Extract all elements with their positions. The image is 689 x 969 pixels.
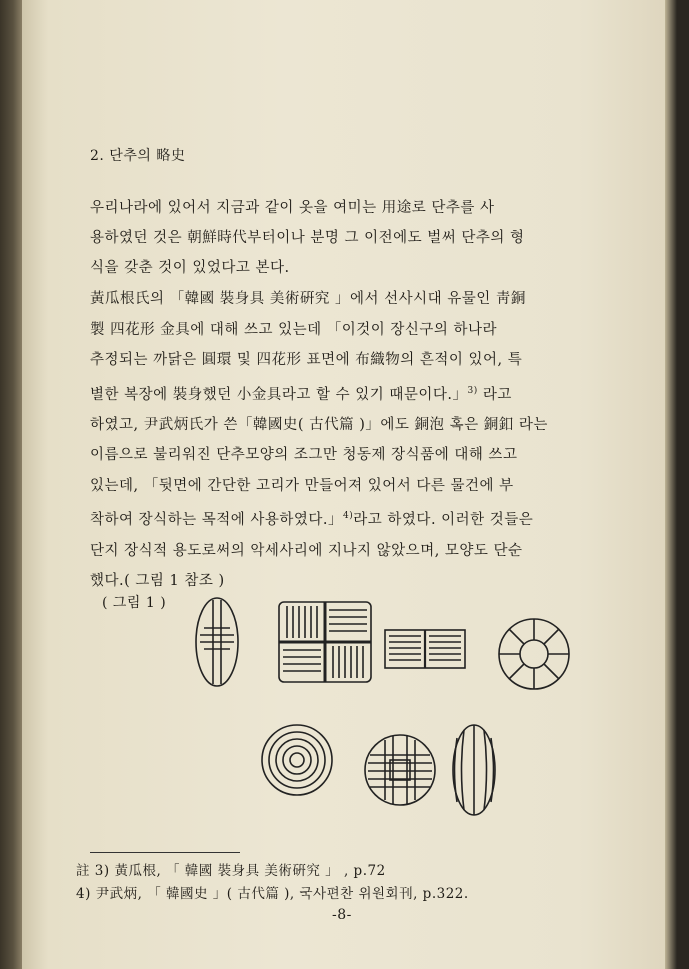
footnote-ref-3: 3) xyxy=(467,385,478,396)
text-line: 製 四花形 金具에 대해 쓰고 있는데 「이것이 장신구의 하나라 xyxy=(90,321,497,338)
text-segment: 착하여 장식하는 목적에 사용하였다.」 xyxy=(90,512,344,529)
text-line: 식을 갖춘 것이 있었다고 본다. xyxy=(90,260,290,276)
paragraph-1 xyxy=(90,193,525,283)
woven-round-button xyxy=(365,735,435,805)
document-page xyxy=(22,0,677,969)
page-number: -8- xyxy=(332,907,352,923)
figure-label: ( 그림 1 ) xyxy=(102,595,167,611)
text-segment: 라고 xyxy=(482,386,512,403)
text-segment: 라고 하였다. 이러한 것들은 xyxy=(353,512,534,529)
footnote-rule xyxy=(90,852,240,853)
text-segment: 별한 복장에 裝身했던 小金具라고 할 수 있기 때문이다.」 xyxy=(90,386,468,403)
page-edge xyxy=(665,0,677,969)
text-line: 있는데, 「뒷면에 간단한 고리가 만들어져 있어서 다른 물건에 부 xyxy=(90,477,514,494)
striped-rectangle-button xyxy=(385,630,465,668)
footnote-3: 註 3) 黃瓜根, 「 韓國 裝身具 美術硏究 」 , p.72 xyxy=(76,863,386,879)
rectangular-grid-button xyxy=(279,602,371,682)
book-spine xyxy=(0,0,22,969)
oval-cross-button xyxy=(196,598,238,686)
button-illustrations xyxy=(192,590,592,835)
text-line xyxy=(90,376,548,410)
wheel-button xyxy=(499,619,569,689)
text-line: 단지 장식적 용도로써의 악세사리에 지나지 않았으며, 모양도 단순 xyxy=(90,542,523,559)
text-line xyxy=(90,501,548,535)
text-line: 했다.( 그림 1 참조 ) xyxy=(90,573,225,590)
text-line: 黃瓜根氏의 「韓國 裝身具 美術硏究 」에서 선사시대 유물인 靑銅 xyxy=(90,291,526,307)
text-line: 이름으로 불리워진 단추모양의 조그만 청동제 장식품에 대해 쓰고 xyxy=(90,447,518,464)
footnote-ref-4: 4) xyxy=(343,511,354,522)
text-line: 우리나라에 있어서 지금과 같이 옷을 여미는 用途로 단추를 사 xyxy=(90,200,495,216)
text-line: 하였고, 尹武炳氏가 쓴「韓國史( 古代篇 )」에도 銅泡 혹은 銅釦 라는 xyxy=(90,416,548,433)
paragraph-2 xyxy=(90,284,548,597)
footnotes xyxy=(76,860,469,906)
ribbed-oval-button xyxy=(453,725,495,815)
text-line: 용하였던 것은 朝鮮時代부터이나 분명 그 이전에도 벌써 단추의 형 xyxy=(90,230,525,246)
footnote-4: 4) 尹武炳, 「 韓國史 」( 古代篇 ), 국사편찬 위원회刊, p.322. xyxy=(76,886,469,902)
section-heading: 2. 단추의 略史 xyxy=(90,148,186,164)
concentric-circle-button xyxy=(262,725,332,795)
text-line: 추정되는 까닭은 圓環 및 四花形 표면에 布織物의 흔적이 있어, 특 xyxy=(90,352,523,368)
